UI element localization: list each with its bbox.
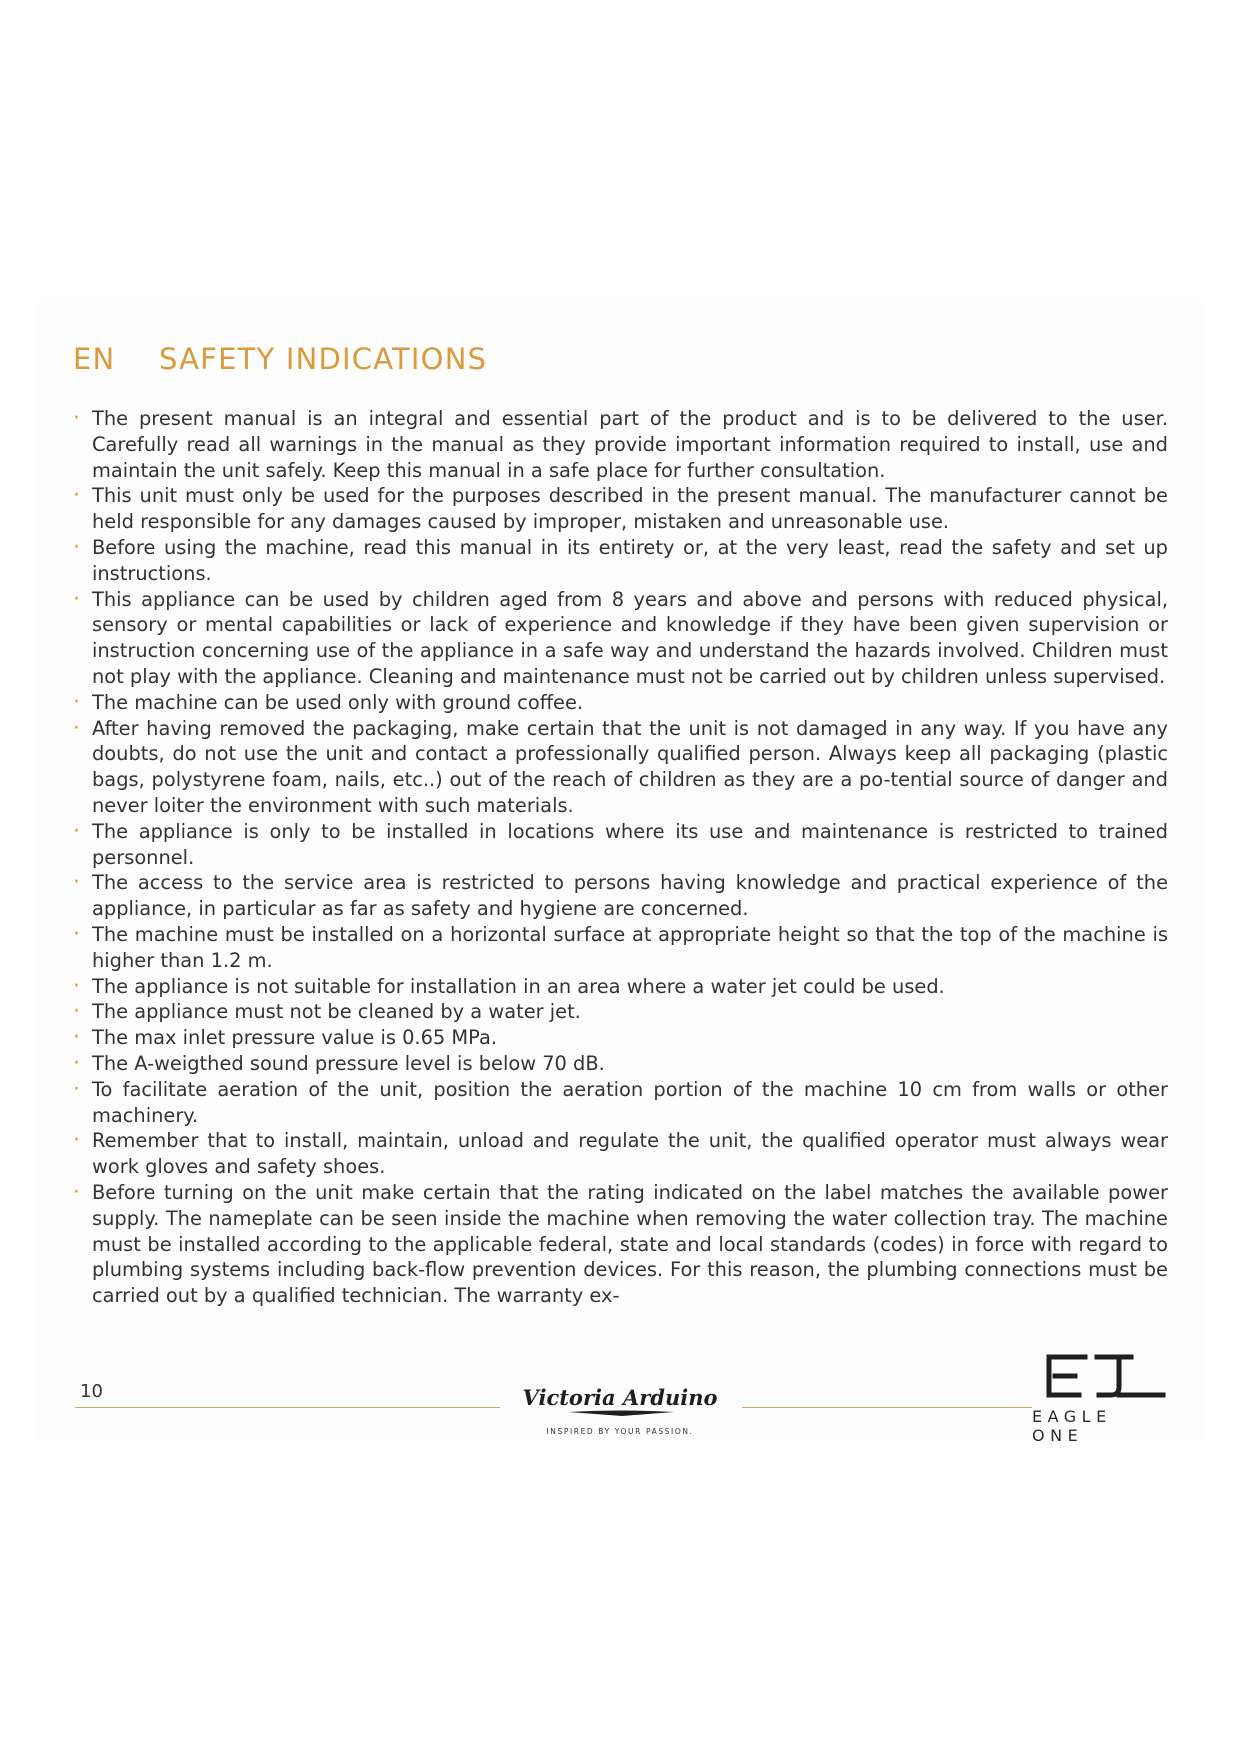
safety-list — [73, 406, 1168, 1309]
list-item: · Before turning on the unit make certain that the rating indicated on the label matches the available power supply. The nameplate can be seen inside the machine when removing the water collection tray. The machine must be installed according to the applicable federal, state and local standards (codes) in force with regard to plumbing systems including back-flow prevention devices. For this reason, the plumbing connections must be carried out by a qualified technician. The warranty ex- — [73, 1180, 1168, 1309]
list-item: · The appliance must not be cleaned by a water jet. — [73, 999, 1168, 1025]
section-title: SAFETY INDICATIONS — [159, 342, 488, 376]
list-item: · The A-weigthed sound pressure level is below 70 dB. — [73, 1051, 1168, 1077]
list-item: · This unit must only be used for the purposes described in the present manual. The manufacturer cannot be held responsible for any damages caused by improper, mistaken and unreasonable use. — [73, 483, 1168, 535]
list-item: · The present manual is an integral and essential part of the product and is to be delivered to the user. Carefully read all warnings in the manual as they provide important information required to install, use and maintain the unit safely. Keep this manual in a safe place for further consultation. — [73, 406, 1168, 483]
list-item: · The max inlet pressure value is 0.65 MPa. — [73, 1025, 1168, 1051]
language-code: EN — [73, 342, 116, 376]
brand-tagline: INSPIRED BY YOUR PASSION. — [546, 1427, 694, 1436]
list-item: · The access to the service area is restricted to persons having knowledge and practical experience of the appliance, in particular as far as safety and hygiene are concerned. — [73, 870, 1168, 922]
brand-name: Victoria Arduino — [522, 1385, 718, 1410]
product-name: EAGLE ONE — [1032, 1407, 1112, 1445]
list-item: · The appliance is only to be installed in locations where its use and maintenance is restricted to trained personnel. — [73, 819, 1168, 871]
list-item: · The machine must be installed on a horizontal surface at appropriate height so that the top of the machine is higher than 1.2 m. — [73, 922, 1168, 974]
list-item: · After having removed the packaging, make certain that the unit is not damaged in any way. If you have any doubts, do not use the unit and contact a professionally qualified person. Always keep all packaging (plastic bags, polystyrene foam, nails, etc..) out of the reach of children as they are a po-tential source of danger and never loiter the environment with such materials. — [73, 716, 1168, 819]
list-item: · Remember that to install, maintain, unload and regulate the unit, the qualified operator must always wear work gloves and safety shoes. — [73, 1128, 1168, 1180]
page-number: 10 — [80, 1381, 103, 1402]
list-item: · This appliance can be used by children aged from 8 years and above and persons with reduced physical, sensory or mental capabilities or lack of experience and knowledge if they have been given supervision or instruction concerning use of the appliance in a safe way and understand the hazards involved. Children must not play with the appliance. Cleaning and maintenance must not be carried out by children unless supervised. — [73, 587, 1168, 690]
section-heading — [73, 342, 487, 376]
list-item: · The appliance is not suitable for installation in an area where a water jet could be used. — [73, 974, 1168, 1000]
list-item: · The machine can be used only with ground coffee. — [73, 690, 1168, 716]
list-item: · To facilitate aeration of the unit, position the aeration portion of the machine 10 cm from walls or other machinery. — [73, 1077, 1168, 1129]
list-item: · Before using the machine, read this manual in its entirety or, at the very least, read the safety and set up instructions. — [73, 535, 1168, 587]
